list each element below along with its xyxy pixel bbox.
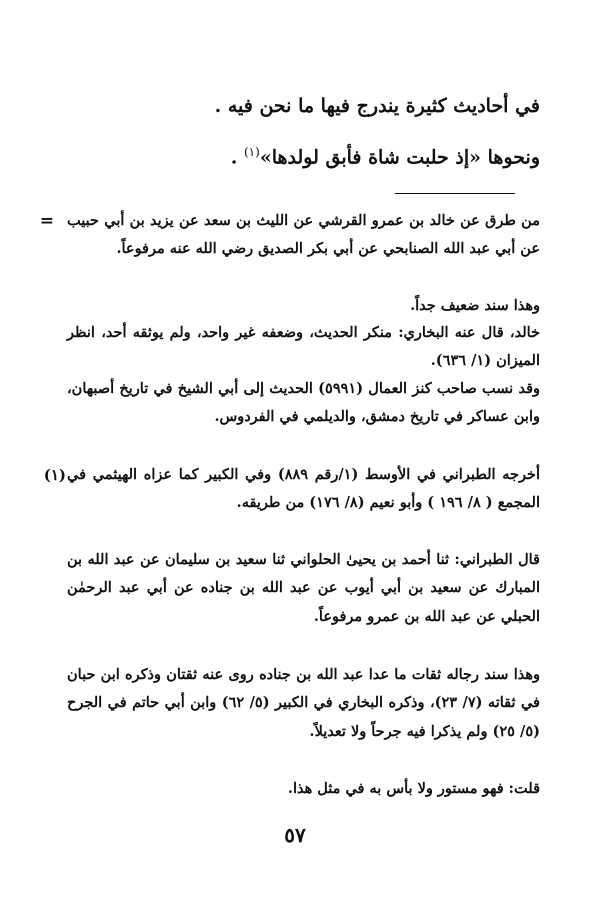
- main-text-line-1: في أحاديث كثيرة يندرج فيها ما نحن فيه .: [214, 95, 540, 117]
- footnote-paragraph-narrator: خالد، قال عنه البخاري: منكر الحديث، وضعفه غير واحد، ولم يوثقه أحد، انظر الميزان (١/ ٦٣٦).: [67, 324, 540, 370]
- page-number: ٥٧: [284, 823, 306, 847]
- footnote-paragraph-chain: من طرق عن خالد بن عمرو القرشي عن الليث بن سعد عن يزيد بن أبي حبيب عن أبي عبد الله الصنابحي عن أبي بكر الصديق رضي الله عنه مرفوعاً.: [67, 212, 540, 258]
- footnote-paragraph-grading: وهذا سند ضعيف جداً.: [410, 297, 540, 314]
- footnote-1-chain: قال الطبراني: ثنا أحمد بن يحيىٰ الحلواني ثنا سعيد بن سليمان عن عبد الله بن المبارك عن سعيد بن أبي أيوب عن عبد الله بن جناده عن أبي عبد الرحمٰن الحبلي عن عبد الله بن عمرو مرفوعاً.: [67, 551, 540, 625]
- footnote-number-1: (١): [43, 466, 66, 484]
- quoted-hadith: ونحوها «إذ حلبت شاة فأبق لولدها»: [259, 146, 540, 169]
- footnote-separator: [395, 193, 515, 194]
- footnote-paragraph-attribution: وقد نسب صاحب كنز العمال (٥٩٩١) الحديث إلى أبي الشيخ في تاريخ أصبهان، وابن عساكر في تاريخ دمشق، والديلمي في الفردوس.: [67, 380, 541, 426]
- footnote-1-conclusion: قلت: فهو مستور ولا بأس به في مثل هذا.: [287, 780, 540, 797]
- footnote-1-source: أخرجه الطبراني في الأوسط (١/رقم ٨٨٩) وفي الكبير كما عزاه الهيثمي في المجمع ( ٨/ ١٩٦ ) وأبو نعيم (٨/ ١٧٦) من طريقه.: [67, 466, 540, 512]
- footnote-1-grading: وهذا سند رجاله ثقات ما عدا عبد الله بن جناده روى عنه ثقتان وذكره ابن حبان في ثقاته (٧/ ٢٣)، وذكره البخاري في الكبير (٥/ ٦٢) وابن أبي حاتم في الجرح (٥/ ٢٥) ولم يذكرا فيه جرحاً ولا تعديلاً.: [67, 666, 540, 740]
- footnote-continuation-marker: =: [39, 211, 54, 231]
- line-end-period: .: [230, 146, 244, 169]
- main-text-line-2: [60, 139, 540, 170]
- footnote-reference: (١): [243, 145, 260, 159]
